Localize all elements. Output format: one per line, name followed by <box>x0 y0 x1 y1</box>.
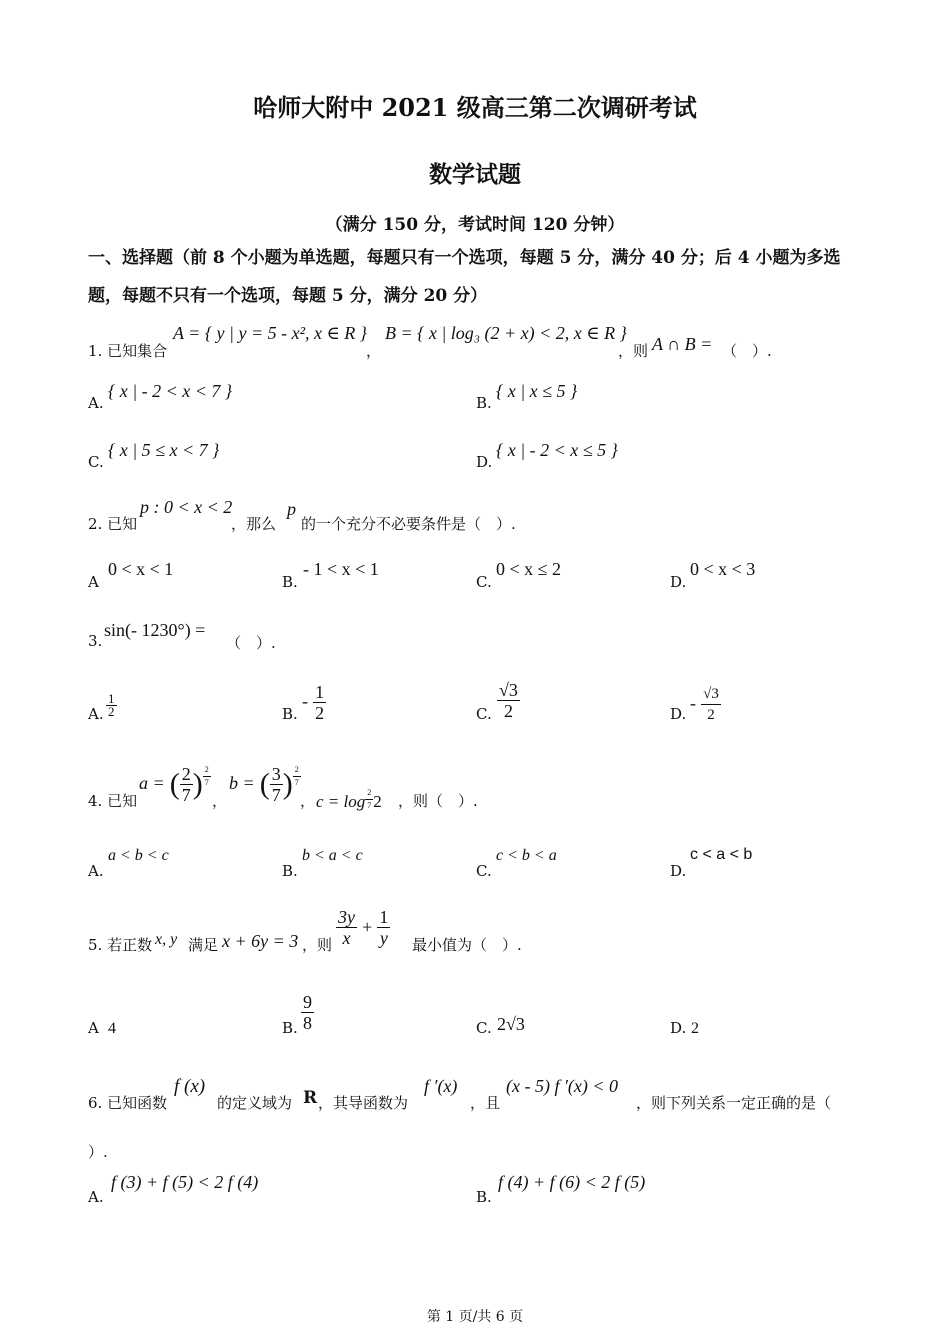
q5-option-b-den: 8 <box>303 1013 312 1033</box>
q2-option-a-label: A <box>88 573 99 591</box>
q3-option-a-den: 2 <box>108 704 115 719</box>
question-6-continuation: ）. <box>88 1143 108 1161</box>
q3-option-a-label: A. <box>88 705 104 723</box>
q5-option-d: 2 <box>691 1020 699 1037</box>
question-5-prefix: 5. 若正数 <box>88 936 153 954</box>
q5-f1-num: 3y <box>338 907 355 927</box>
question-5-expression <box>336 907 390 948</box>
q3-option-b-num: 1 <box>315 682 325 702</box>
q3-option-c-label: C. <box>476 705 492 723</box>
q3-option-a <box>106 693 117 718</box>
q4-a-num: 2 <box>181 764 191 784</box>
question-3-suffix: （ ）. <box>226 634 276 652</box>
q4-option-c-label: C. <box>476 862 492 880</box>
q3-option-b <box>302 682 326 723</box>
q4-option-b: b < a < c <box>302 847 363 864</box>
q4-option-a: a < b < c <box>108 847 169 864</box>
q4-a-lhs: a = <box>139 773 165 793</box>
q4-option-c: c < b < a <box>496 847 557 864</box>
q3-option-b-den: 2 <box>315 703 325 723</box>
question-6-suffix: ，则下列关系一定正确的是（ <box>636 1094 832 1112</box>
page-footer: 第 1 页/共 6 页 <box>426 1309 524 1325</box>
question-1-expr: A ∩ B = <box>652 334 713 354</box>
question-2-mid: ，那么 <box>231 515 277 533</box>
q4-b-num: 3 <box>271 764 281 784</box>
question-5-suffix: 最小值为（ ）. <box>412 936 522 954</box>
exam-title: 哈师大附中 2021 级高三第二次调研考试 <box>253 93 697 122</box>
q4-c-base-den: 7 <box>367 801 372 810</box>
q1-option-c-label: C. <box>88 453 104 471</box>
q3-option-c-den: 2 <box>503 701 513 721</box>
q5-f2-den: y <box>379 928 388 948</box>
question-4-b: b = ( $\frac{3}{7}$ ) $\frac{2}{7}$ <box>229 764 299 805</box>
question-4-prefix: 4. 已知 <box>88 792 138 810</box>
question-1-set-b: B = { x | log₃ (2 + x) < 2, x ∈ R } <box>385 323 627 343</box>
question-2-p: p <box>287 499 296 519</box>
q4-option-b-label: B. <box>282 862 298 880</box>
question-6-prefix: 6. 已知函数 <box>88 1094 168 1112</box>
q6-option-b-label: B. <box>476 1188 492 1206</box>
q3-option-b-sign: - <box>302 691 308 711</box>
q5-f1-den: x <box>342 928 351 948</box>
q2-option-b-label: B. <box>282 573 298 591</box>
q1-option-a-label: A. <box>88 394 104 412</box>
q5-f2-num: 1 <box>379 907 389 927</box>
q6-option-a: f (3) + f (5) < 2 f (4) <box>111 1172 259 1192</box>
q5-option-d-label: D. <box>670 1019 687 1037</box>
q2-option-d-label: D. <box>670 573 687 591</box>
q1-option-a: { x | - 2 < x < 7 } <box>108 381 233 401</box>
q1-option-b-label: B. <box>476 394 492 412</box>
q5-option-b <box>301 992 314 1033</box>
subject-title: 数学试题 <box>429 161 521 188</box>
question-6-R: R <box>303 1088 318 1108</box>
q5-plus: + <box>362 917 373 937</box>
question-3-prefix: 3. <box>88 632 103 650</box>
q3-option-d <box>690 684 721 725</box>
question-6-condition: (x - 5) f ′(x) < 0 <box>506 1076 619 1096</box>
q4-c-expr: c = log <box>316 792 366 811</box>
q6-option-b: f (4) + f (6) < 2 f (5) <box>498 1172 646 1192</box>
q2-option-d: 0 < x < 3 <box>690 559 756 579</box>
question-1-comma: ， <box>366 342 382 360</box>
q5-option-a: 4 <box>108 1020 116 1037</box>
q5-option-c-label: C. <box>476 1019 492 1037</box>
q4-a-exp-num: 2 <box>203 764 211 777</box>
q4-a-exp-den: 7 <box>204 778 209 787</box>
q5-option-c: 2√3 <box>497 1014 525 1034</box>
question-5-condition: x + 6y = 3 <box>222 931 299 951</box>
question-6-fx: f (x) <box>174 1076 206 1097</box>
question-5-vars: x, y <box>155 931 178 948</box>
q1-option-c: { x | 5 ≤ x < 7 } <box>108 440 220 460</box>
q4-c-arg: 2 <box>373 792 382 811</box>
q4-a-den: 7 <box>181 785 191 805</box>
question-4-c <box>316 787 382 812</box>
question-4-suffix: ，则（ ）. <box>398 792 478 810</box>
question-6-mid2: ，其导函数为 <box>318 1094 409 1112</box>
q3-option-d-num: √3 <box>701 684 721 705</box>
q5-option-b-num: 9 <box>303 992 312 1012</box>
q4-b-den: 7 <box>271 785 281 805</box>
question-5-mid2: ，则 <box>302 936 333 954</box>
q1-option-d-label: D. <box>476 453 493 471</box>
question-2-suffix: 的一个充分不必要条件是（ ）. <box>301 515 516 533</box>
q6-option-a-label: A. <box>88 1188 104 1206</box>
exam-note: （满分 150 分，考试时间 120 分钟） <box>325 215 625 235</box>
question-4-sep2: ， <box>300 792 316 810</box>
q4-option-d-label: D. <box>670 862 687 880</box>
q3-option-d-sign: - <box>690 693 696 713</box>
question-1-suffix: （ ）. <box>722 342 772 360</box>
q4-b-lhs: b = <box>229 773 255 793</box>
q2-option-a: 0 < x < 1 <box>108 559 174 579</box>
q4-option-a-label: A. <box>88 862 104 880</box>
q3-option-d-den: 2 <box>707 707 715 723</box>
question-6-mid3: ，且 <box>470 1094 501 1112</box>
q3-option-c-num: √3 <box>499 680 518 700</box>
question-6-fpx: f ′(x) <box>424 1076 458 1096</box>
question-4-sep1: ， <box>212 792 228 810</box>
question-3-expr: sin(- 1230°) = <box>104 620 206 640</box>
question-2-prefix: 2. 已知 <box>88 515 138 533</box>
question-1-prefix: 1. 已知集合 <box>88 342 168 360</box>
q3-option-b-label: B. <box>282 705 298 723</box>
q1-option-b: { x | x ≤ 5 } <box>496 381 578 401</box>
q3-option-d-label: D. <box>670 705 687 723</box>
q4-c-base-num: 2 <box>365 787 373 800</box>
question-4-a: a = ( $\frac{2}{7}$ ) $\frac{2}{7}$ <box>139 764 209 805</box>
question-1-mid: ，则 <box>618 342 649 360</box>
q2-option-b: - 1 < x < 1 <box>303 559 379 579</box>
q1-option-d: { x | - 2 < x ≤ 5 } <box>496 440 618 460</box>
question-6-mid1: 的定义域为 <box>217 1094 293 1112</box>
question-5-mid1: 满足 <box>188 936 219 954</box>
q2-option-c: 0 < x ≤ 2 <box>496 559 562 579</box>
q4-b-exp-den: 7 <box>294 778 299 787</box>
q3-option-a-num: 1 <box>108 691 115 706</box>
question-1-set-a: A = { y | y = 5 - x², x ∈ R } <box>173 323 367 343</box>
q4-b-exp-num: 2 <box>293 764 301 777</box>
section-heading: 一、选择题（前 8 个小题为单选题，每题只有一个选项，每题 5 分，满分 40 分；后 4 小题为多选题，每题不只有一个选项，每题 5 分，满分 20 分） <box>88 248 841 306</box>
q3-option-c <box>497 680 520 721</box>
q5-option-a-label: A <box>88 1019 99 1037</box>
q5-option-b-label: B. <box>282 1019 298 1037</box>
q2-option-c-label: C. <box>476 573 492 591</box>
q4-option-d: c < a < b <box>690 846 753 863</box>
question-2-condition: p : 0 < x < 2 <box>140 497 233 517</box>
